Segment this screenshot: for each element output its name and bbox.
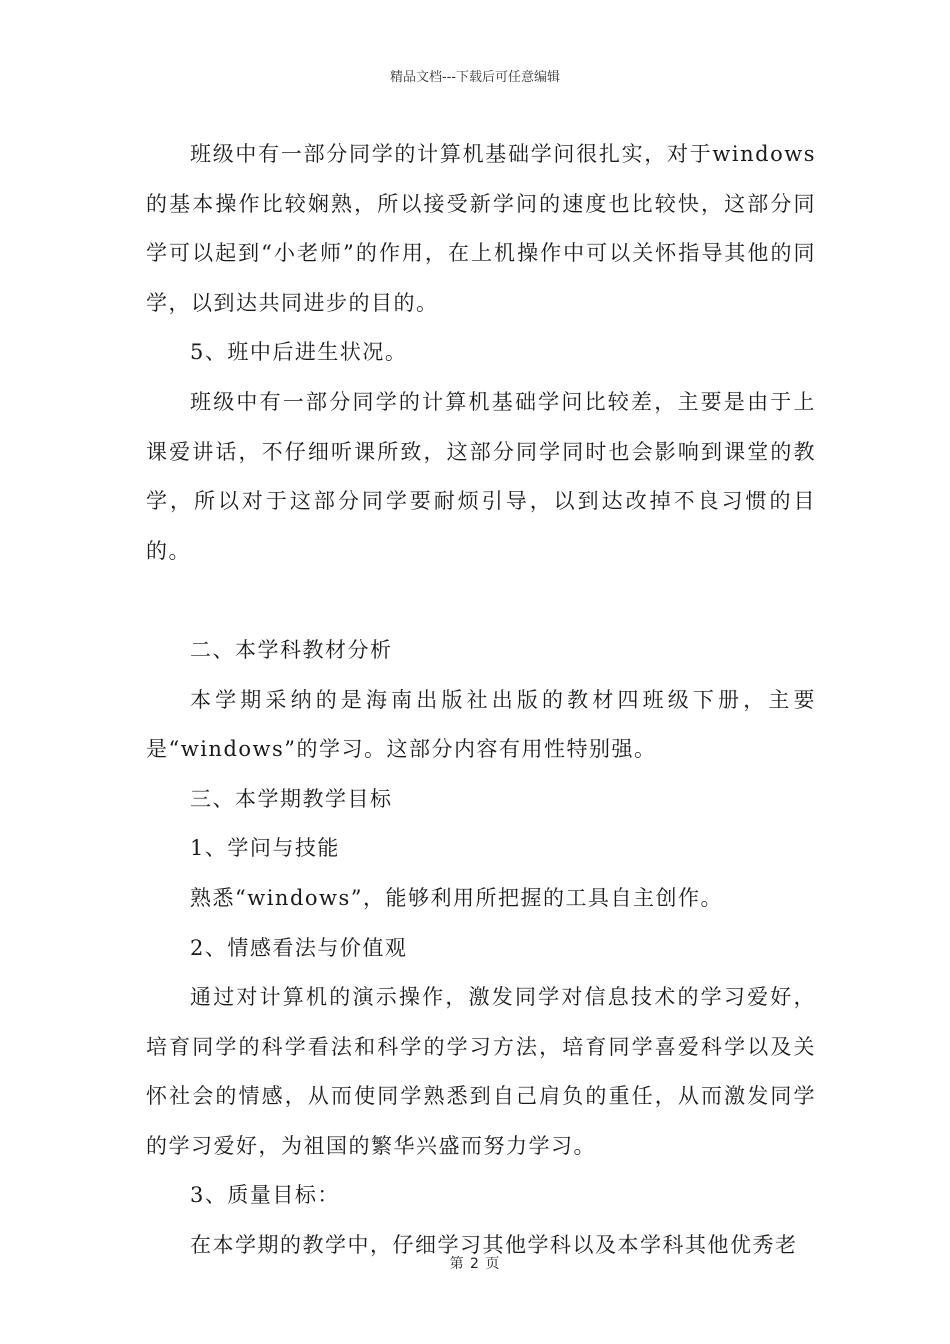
subheading-attitude-values: 2、情感看法与价值观 (190, 935, 408, 960)
paragraph-quality-goals: 在本学期的教学中，仔细学习其他学科以及本学科其他优秀老 (190, 1233, 798, 1258)
page-header: 精品文档---下载后可任意编辑 (389, 70, 561, 85)
paragraph-knowledge-skills: 熟悉“windows”，能够利用所把握的工具自主创作。 (190, 885, 724, 910)
paragraph-textbook-analysis: 本学期采纳的是海南出版社出版的教材四班级下册，主要是“windows”的学习。这部分内容有用性特别强。 (146, 687, 816, 762)
paragraph-heading-weak-students: 5、班中后进生状况。 (190, 340, 408, 365)
section-heading-textbook-analysis: 二、本学科教材分析 (190, 637, 393, 662)
paragraph-spacer (146, 576, 816, 626)
paragraph-weak-students: 班级中有一部分同学的计算机基础学问比较差，主要是由于上课爱讲话，不仔细听课所致，这部分同学同时也会影响到课堂的教学，所以对于这部分同学要耐烦引导，以到达改掉不良习惯的目的。 (146, 389, 816, 563)
paragraph-attitude-values: 通过对计算机的演示操作，激发同学对信息技术的学习爱好，培育同学的科学看法和科学的学习方法，培育同学喜爱科学以及关怀社会的情感，从而使同学熟悉到自己肩负的重任，从而激发同学的学习爱好，为祖国的繁华兴盛而努力学习。 (146, 985, 816, 1158)
section-heading-teaching-goals: 三、本学期教学目标 (190, 786, 393, 811)
document-body (146, 130, 816, 1271)
subheading-knowledge-skills: 1、学问与技能 (190, 836, 340, 861)
page-number: 第 2 页 (449, 1256, 501, 1272)
subheading-quality-goals: 3、质量目标： (190, 1183, 340, 1208)
paragraph-strong-students: 班级中有一部分同学的计算机基础学问很扎实，对于windows的基本操作比较娴熟，所以接受新学问的速度也比较快，这部分同学可以起到“小老师”的作用，在上机操作中可以关怀指导其他的同学，以到达共同进步的目的。 (146, 142, 816, 315)
